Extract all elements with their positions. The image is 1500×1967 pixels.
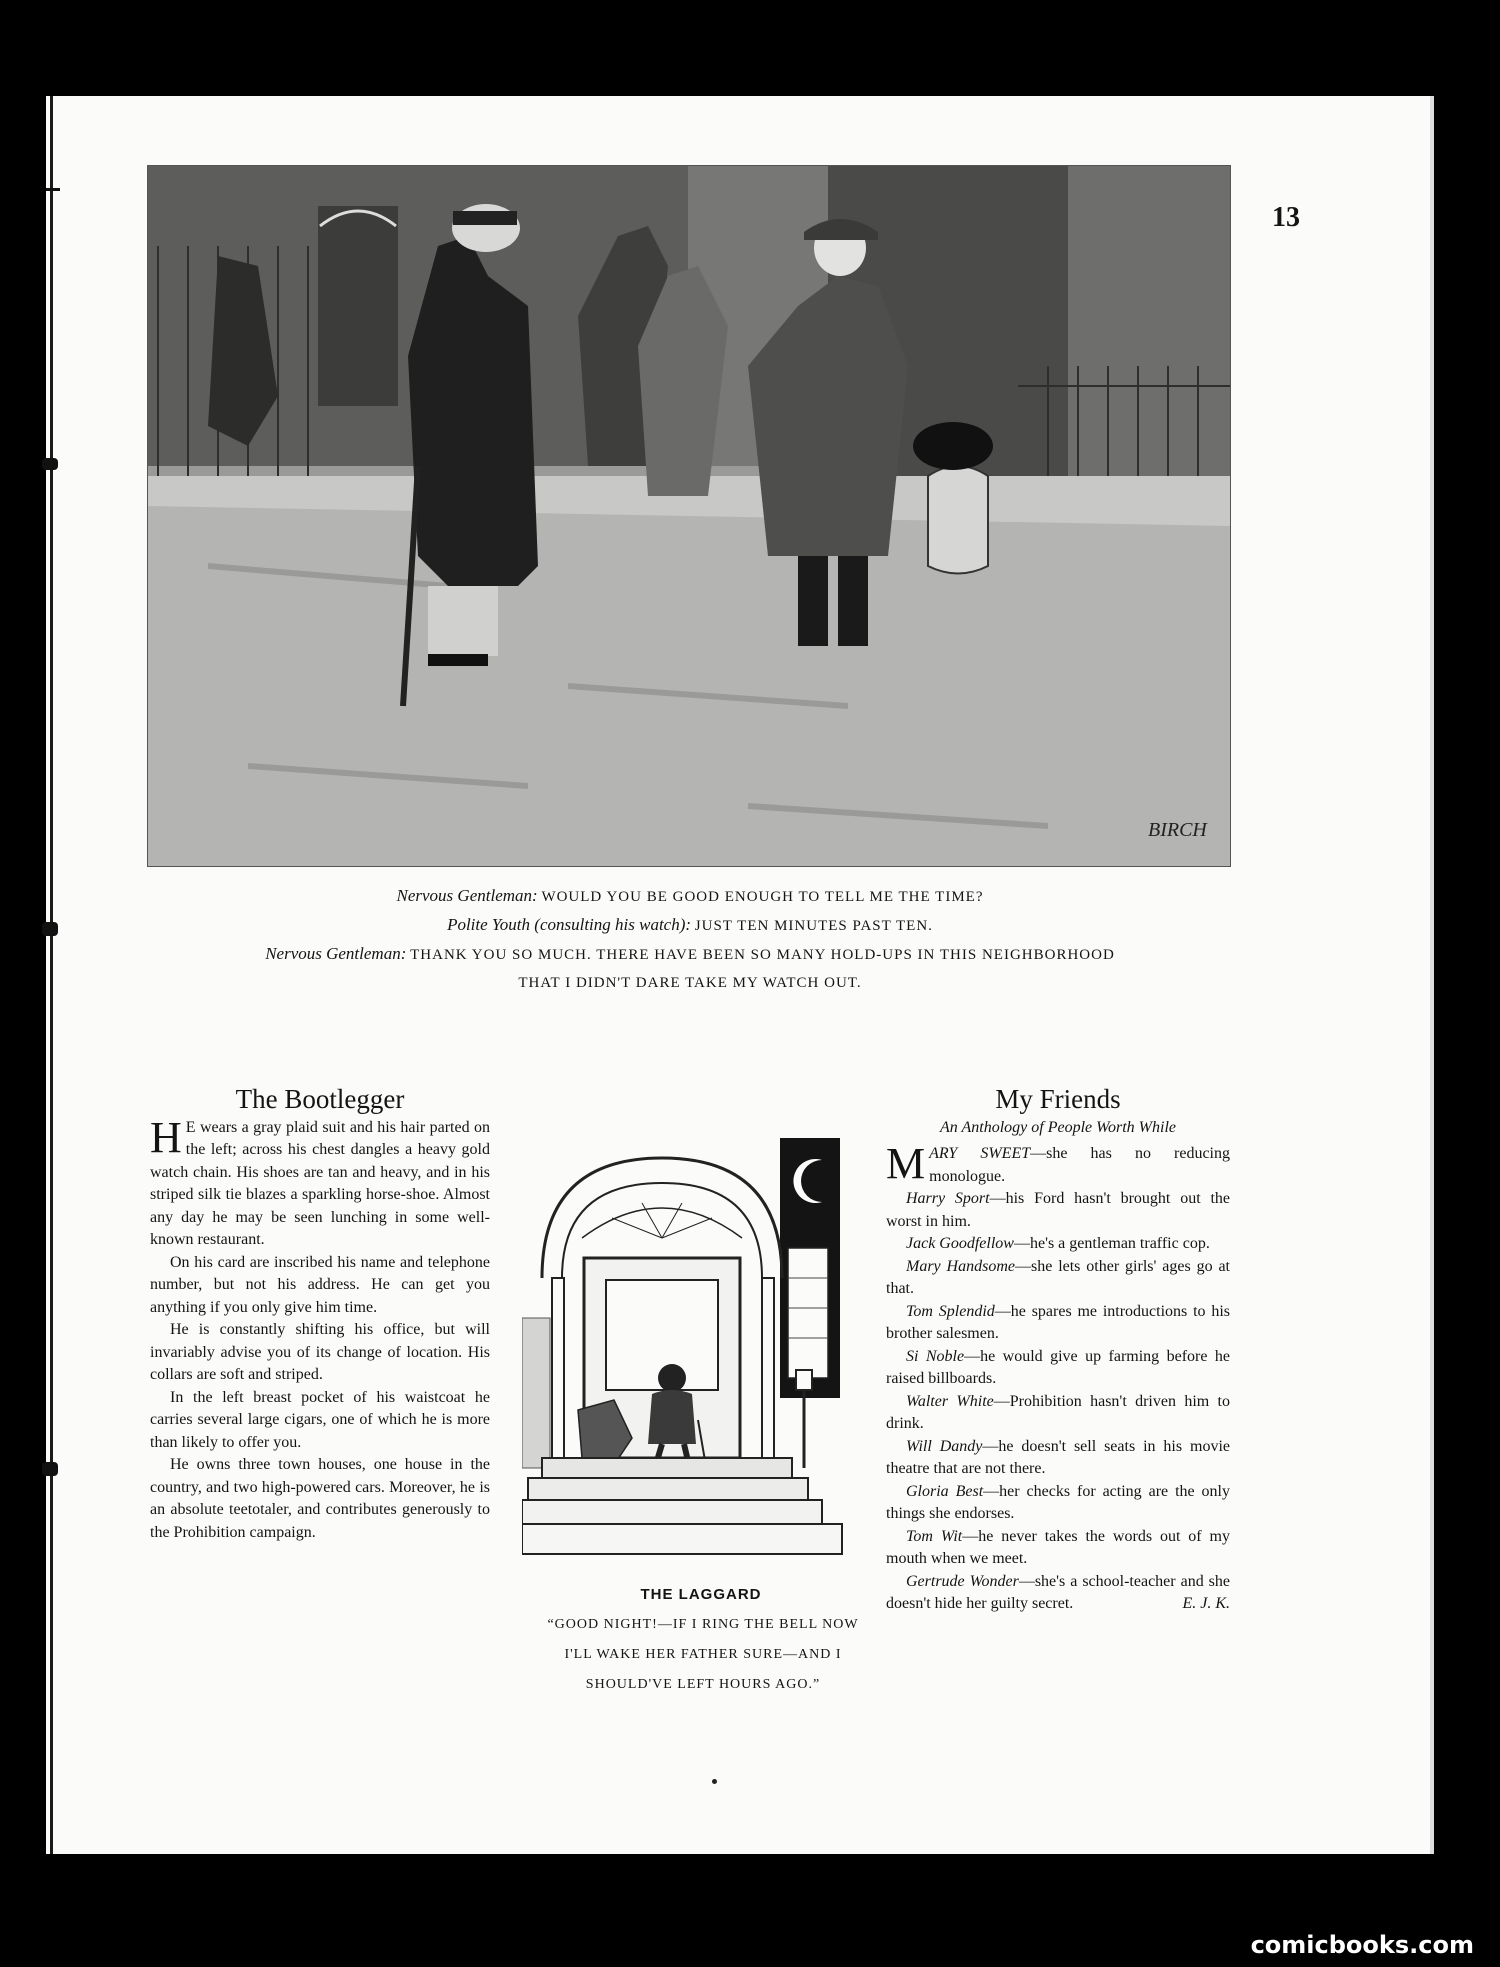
- bootlegger-article: [150, 1084, 490, 1544]
- friend-entry: [886, 1188, 1230, 1233]
- caption-speaker: Nervous Gentleman:: [265, 944, 407, 963]
- friend-description: —her checks for acting are the only things she endorses.: [886, 1482, 1231, 1522]
- caption-speech: THAT I DIDN'T DARE TAKE MY WATCH OUT.: [518, 975, 862, 991]
- page-dot: [712, 1779, 717, 1784]
- friend-name: Will Dandy: [906, 1437, 983, 1455]
- friend-entry: [886, 1436, 1230, 1481]
- friend-description: —she has no reducing monologue.: [929, 1145, 1230, 1185]
- friend-name: Tom Splendid: [906, 1302, 995, 1320]
- friend-description: —his Ford hasn't brought out the worst in him.: [886, 1190, 1231, 1230]
- laggard-cartoon: [522, 1138, 880, 1578]
- page-number: 13: [1272, 202, 1300, 233]
- caption-speech: THANK YOU SO MUCH. THERE HAVE BEEN SO MANY HOLD-UPS IN THIS NEIGHBORHOOD: [410, 947, 1115, 963]
- friend-name: Si Noble: [906, 1347, 965, 1365]
- friend-description: —she's a school-teacher and she doesn't hide her guilty secret.: [886, 1572, 1231, 1612]
- caption-speaker: Polite Youth (consulting his watch):: [447, 915, 692, 934]
- friend-entry: [886, 1139, 1230, 1188]
- friend-name: ARY SWEET: [929, 1145, 1031, 1162]
- friend-entry: [886, 1346, 1230, 1391]
- drop-cap: M: [886, 1139, 926, 1188]
- caption-line: [150, 911, 1230, 940]
- drop-cap: H: [150, 1112, 182, 1162]
- friend-entry: [886, 1481, 1230, 1526]
- friend-entry: [886, 1391, 1230, 1436]
- friend-name: Gloria Best: [906, 1482, 984, 1500]
- article-subtitle: An Anthology of People Worth While: [940, 1118, 1176, 1136]
- friend-name: Walter White: [906, 1392, 994, 1410]
- friend-name: Mary Handsome: [906, 1257, 1015, 1275]
- friend-name: Jack Goodfellow: [906, 1235, 1014, 1252]
- caption-line: [150, 940, 1230, 969]
- friend-name: Gertrude Wonder: [906, 1572, 1019, 1590]
- caption-speaker: Nervous Gentleman:: [396, 886, 538, 905]
- my-friends-article: [886, 1084, 1231, 1616]
- cartoon-title: THE LAGGARD: [640, 1586, 762, 1603]
- street-scene-illustration: [147, 165, 1231, 867]
- article-paragraph: He is constantly shifting his office, but will invariably advise you of its change of location. His collars are soft and striped.: [150, 1321, 490, 1383]
- binding-mark: [42, 1462, 58, 1476]
- friend-description: —he doesn't sell seats in his movie theatre that are not there.: [886, 1437, 1231, 1477]
- author-initials: E. J. K.: [1182, 1595, 1230, 1612]
- article-paragraph: [150, 1112, 490, 1252]
- binding-line: [50, 96, 53, 1854]
- friend-entry: [886, 1256, 1230, 1301]
- friend-description: —he spares me introductions to his brother salesmen.: [886, 1302, 1230, 1342]
- article-title: My Friends: [995, 1084, 1121, 1114]
- friend-entry: [886, 1571, 1230, 1616]
- friend-entry: [886, 1301, 1230, 1346]
- caption-speech: WOULD YOU BE GOOD ENOUGH TO TELL ME THE TIME?: [541, 889, 984, 905]
- binding-mark: [42, 922, 58, 936]
- page-edge: [1430, 96, 1434, 1854]
- friend-description: —he would give up farming before he raised billboards.: [886, 1347, 1230, 1387]
- caption-line: [150, 969, 1230, 997]
- friend-description: —he never takes the words out of my mouth when we meet.: [886, 1527, 1230, 1567]
- friend-description: —Prohibition hasn't driven him to drink.: [886, 1392, 1230, 1432]
- friend-description: —he's a gentleman traffic cop.: [1013, 1235, 1210, 1252]
- binding-mark: [46, 188, 60, 191]
- article-title: The Bootlegger: [235, 1084, 405, 1114]
- caption-line: [150, 882, 1230, 911]
- cartoon-caption: “GOOD NIGHT!—IF I RING THE BELL NOW I'LL WAKE HER FATHER SURE—AND I SHOULD'VE LEFT HOURS AGO.”: [547, 1617, 859, 1692]
- artist-signature: BIRCH: [1148, 819, 1207, 841]
- binding-mark: [42, 458, 58, 470]
- caption-speech: JUST TEN MINUTES PAST TEN.: [694, 918, 933, 934]
- paragraph-text: E wears a gray plaid suit and his hair parted on the left; across his chest dangles a heavy gold watch chain. His shoes are tan and heavy, and in his striped silk tie blazes a sparkling horse-shoe. Almost any day he may be seen lunching in some well-known restaurant.: [150, 1118, 490, 1248]
- friend-name: Harry Sport: [906, 1190, 990, 1207]
- illustration-caption: [150, 882, 1230, 997]
- article-paragraph: In the left breast pocket of his waistcoat he carries several large cigars, one of which he is more than likely to offer you.: [150, 1388, 490, 1451]
- friend-entry: [886, 1233, 1230, 1256]
- friend-description: —she lets other girls' ages go at that.: [886, 1257, 1231, 1297]
- article-paragraph: He owns three town houses, one house in the country, and two high-powered cars. Moreover, he is an absolute teetotaler, and contributes generously to the Prohibition campaign.: [150, 1456, 490, 1541]
- article-paragraph: On his card are inscribed his name and telephone number, but not his address. He can get you anything if you only give him time.: [150, 1253, 490, 1316]
- friend-entry: [886, 1526, 1230, 1571]
- friend-name: Tom Wit: [906, 1527, 963, 1545]
- site-watermark: comicbooks.com: [1250, 1931, 1474, 1959]
